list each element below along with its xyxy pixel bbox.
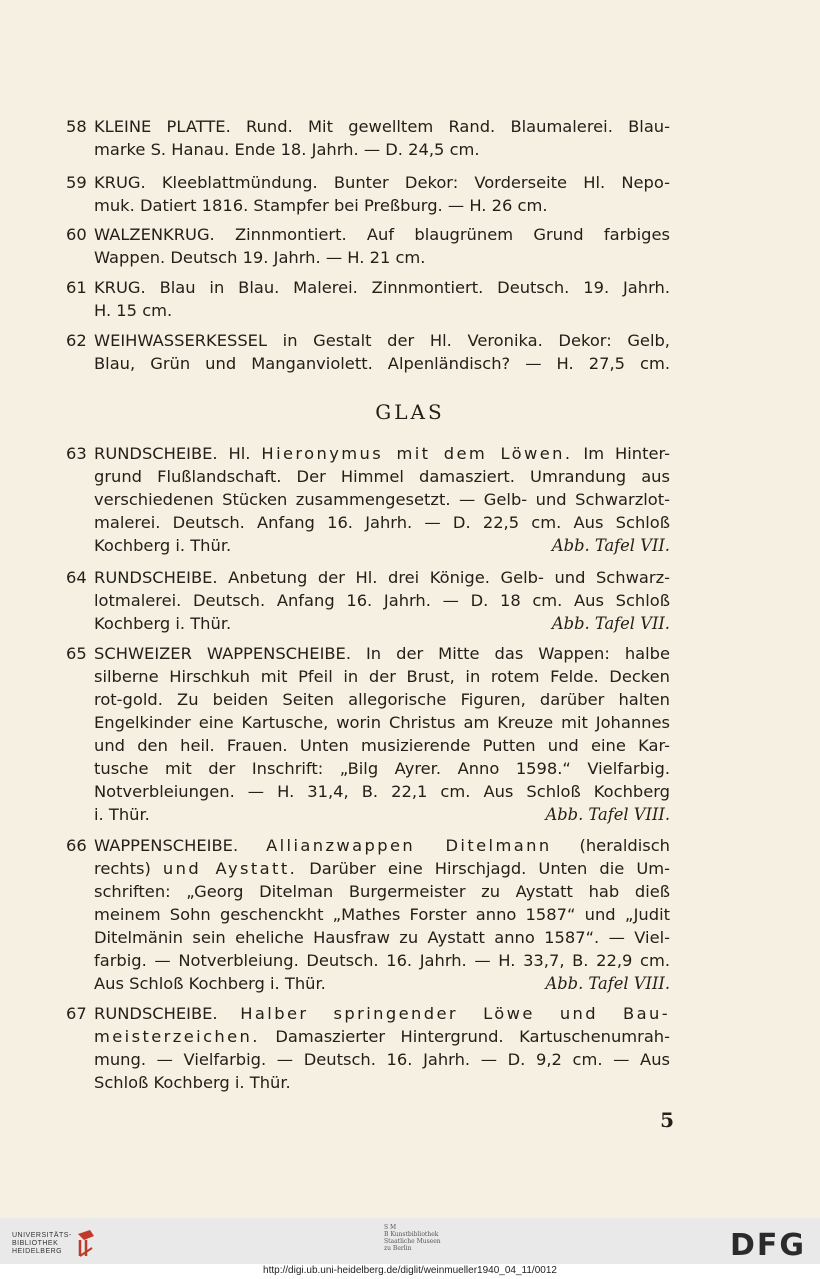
entry-line (94, 857, 670, 880)
text-run: WAPPENSCHEIBE. (94, 836, 267, 855)
entry-line: Blau, Grün und Manganviolett. Alpenländisch? — H. 27,5 cm. (94, 354, 670, 373)
catalog-entry-58 (66, 115, 670, 161)
entry-number: 59 (66, 173, 87, 192)
figure-reference: Abb. Tafel VIII. (545, 974, 670, 993)
entry-line (94, 834, 670, 857)
kunstbibliothek-logo (384, 1224, 441, 1252)
catalog-entry-59 (66, 171, 670, 217)
figure-reference: Abb. Tafel VII. (551, 614, 670, 633)
entry-line: verschiedenen Stücken zusammengesetzt. — Gelb- und Schwarzlot- (94, 490, 670, 509)
entry-line: H. 15 cm. (94, 301, 173, 320)
entry-line (94, 442, 670, 465)
entry-line: KRUG. Blau in Blau. Malerei. Zinnmontiert. Deutsch. 19. Jahrh. (94, 278, 670, 297)
text-run: Aus Schloß Kochberg i. Thür. (94, 974, 326, 993)
entry-line: WALZENKRUG. Zinnmontiert. Auf blaugrünem Grund farbiges (94, 225, 670, 244)
entry-line: grund Flußlandschaft. Der Himmel damasziert. Umrandung aus (94, 467, 670, 486)
entry-line: tusche mit der Inschrift: „Bilg Ayrer. Anno 1598.“ Vielfarbig. (94, 759, 670, 778)
entry-line (94, 972, 670, 995)
entry-number: 61 (66, 278, 87, 297)
entry-number: 64 (66, 568, 87, 587)
logo-text-line: UNIVERSITÄTS- (12, 1232, 72, 1239)
entry-number: 65 (66, 644, 87, 663)
entry-line: und den heil. Frauen. Unten musizierende Putten und eine Kar- (94, 736, 670, 755)
figure-reference: Abb. Tafel VIII. (545, 805, 670, 824)
spaced-text: Halber springender Löwe und Bau- (240, 1004, 670, 1023)
entry-line: RUNDSCHEIBE. Anbetung der Hl. drei Könige. Gelb- und Schwarz- (94, 568, 670, 587)
entry-line: Wappen. Deutsch 19. Jahrh. — H. 21 cm. (94, 248, 426, 267)
entry-line: mung. — Vielfarbig. — Deutsch. 16. Jahrh. — D. 9,2 cm. — Aus (94, 1050, 670, 1069)
entry-line: Ditelmänin sein eheliche Hausfraw zu Aystatt anno 1587“. — Viel- (94, 928, 670, 947)
catalog-entry-61 (66, 276, 670, 322)
catalog-entry-62 (66, 329, 670, 375)
spaced-text: meisterzeichen. (94, 1027, 260, 1046)
text-run: RUNDSCHEIBE. (94, 1004, 241, 1023)
catalog-entry-67 (66, 1002, 670, 1094)
entry-line: schriften: „Georg Ditelman Burgermeister zu Aystatt hab dieß (94, 882, 670, 901)
permalink-url[interactable]: http://digi.ub.uni-heidelberg.de/diglit/weinmueller1940_04_11/0012 (263, 1265, 557, 1276)
spaced-text: Allianzwappen Ditelmann (266, 836, 552, 855)
entry-number: 63 (66, 444, 87, 463)
text-run: Kochberg i. Thür. (94, 614, 232, 633)
logo-text-line: zu Berlin (384, 1245, 412, 1252)
text-run: Damaszierter Hintergrund. Kartuschenumrah- (259, 1027, 670, 1046)
footer-bar (0, 1218, 820, 1264)
university-library-logo-icon[interactable] (74, 1228, 98, 1258)
entry-line: KRUG. Kleeblattmündung. Bunter Dekor: Vorderseite Hl. Nepo- (94, 173, 670, 192)
entry-line: Schloß Kochberg i. Thür. (94, 1073, 291, 1092)
entry-number: 62 (66, 331, 87, 350)
entry-line (94, 1025, 670, 1048)
catalog-entry-66 (66, 834, 670, 995)
text-run: rechts) (94, 859, 163, 878)
spaced-text: und Aystatt. (162, 859, 298, 878)
catalog-entry-64 (66, 566, 670, 635)
text-run: RUNDSCHEIBE. Hl. (94, 444, 262, 463)
entry-line: meinem Sohn geschenckht „Mathes Forster anno 1587“ und „Judit (94, 905, 670, 924)
entry-line (94, 534, 670, 557)
logo-text-line: HEIDELBERG (12, 1248, 63, 1255)
entry-line (94, 1002, 670, 1025)
section-heading: GLAS (375, 400, 445, 424)
logo-text-line: B Kunstbibliothek (384, 1231, 439, 1238)
text-run: (heraldisch (551, 836, 670, 855)
text-run: Kochberg i. Thür. (94, 536, 232, 555)
figure-reference: Abb. Tafel VII. (551, 536, 670, 555)
entry-number: 67 (66, 1004, 87, 1023)
university-library-logo-text[interactable] (12, 1232, 72, 1256)
text-run: i. Thür. (94, 805, 150, 824)
catalog-entry-65 (66, 642, 670, 826)
entry-line: muk. Datiert 1816. Stampfer bei Preßburg. — H. 26 cm. (94, 196, 548, 215)
text-run: Im Hinter- (572, 444, 671, 463)
entry-line: Engelkinder eine Kartusche, worin Christus am Kreuze mit Johannes (94, 713, 670, 732)
spaced-text: Hieronymus mit dem Löwen. (261, 444, 573, 463)
catalog-entry-60 (66, 223, 670, 269)
entry-line: Notverbleiungen. — H. 31,4, B. 22,1 cm. Aus Schloß Kochberg (94, 782, 670, 801)
entry-line (94, 612, 670, 635)
entry-line: WEIHWASSERKESSEL in Gestalt der Hl. Veronika. Dekor: Gelb, (94, 331, 670, 350)
entry-line: farbig. — Notverbleiung. Deutsch. 16. Jahrh. — H. 33,7, B. 22,9 cm. (94, 951, 670, 970)
entry-line: marke S. Hanau. Ende 18. Jahrh. — D. 24,5 cm. (94, 140, 480, 159)
text-run: Darüber eine Hirschjagd. Unten die Um- (297, 859, 670, 878)
viewer-footer (0, 1218, 820, 1279)
entry-line: silberne Hirschkuh mit Pfeil in der Brust, in rotem Felde. Decken (94, 667, 670, 686)
entry-number: 60 (66, 225, 87, 244)
logo-text-line: Staatliche Museen (384, 1238, 441, 1245)
dfg-logo[interactable]: DFG (730, 1228, 807, 1263)
entry-number: 66 (66, 836, 87, 855)
logo-text-line: BIBLIOTHEK (12, 1240, 59, 1247)
page-number: 5 (660, 1108, 674, 1132)
entry-number: 58 (66, 117, 87, 136)
entry-line: KLEINE PLATTE. Rund. Mit gewelltem Rand. Blaumalerei. Blau- (94, 117, 670, 136)
entry-line: malerei. Deutsch. Anfang 16. Jahrh. — D. 22,5 cm. Aus Schloß (94, 513, 670, 532)
entry-line: lotmalerei. Deutsch. Anfang 16. Jahrh. — D. 18 cm. Aus Schloß (94, 591, 670, 610)
catalog-entry-63 (66, 442, 670, 557)
entry-line: rot-gold. Zu beiden Seiten allegorische Figuren, darüber halten (94, 690, 670, 709)
entry-line (94, 803, 670, 826)
entry-line: SCHWEIZER WAPPENSCHEIBE. In der Mitte das Wappen: halbe (94, 644, 670, 663)
logo-text-line: S M (384, 1224, 397, 1231)
